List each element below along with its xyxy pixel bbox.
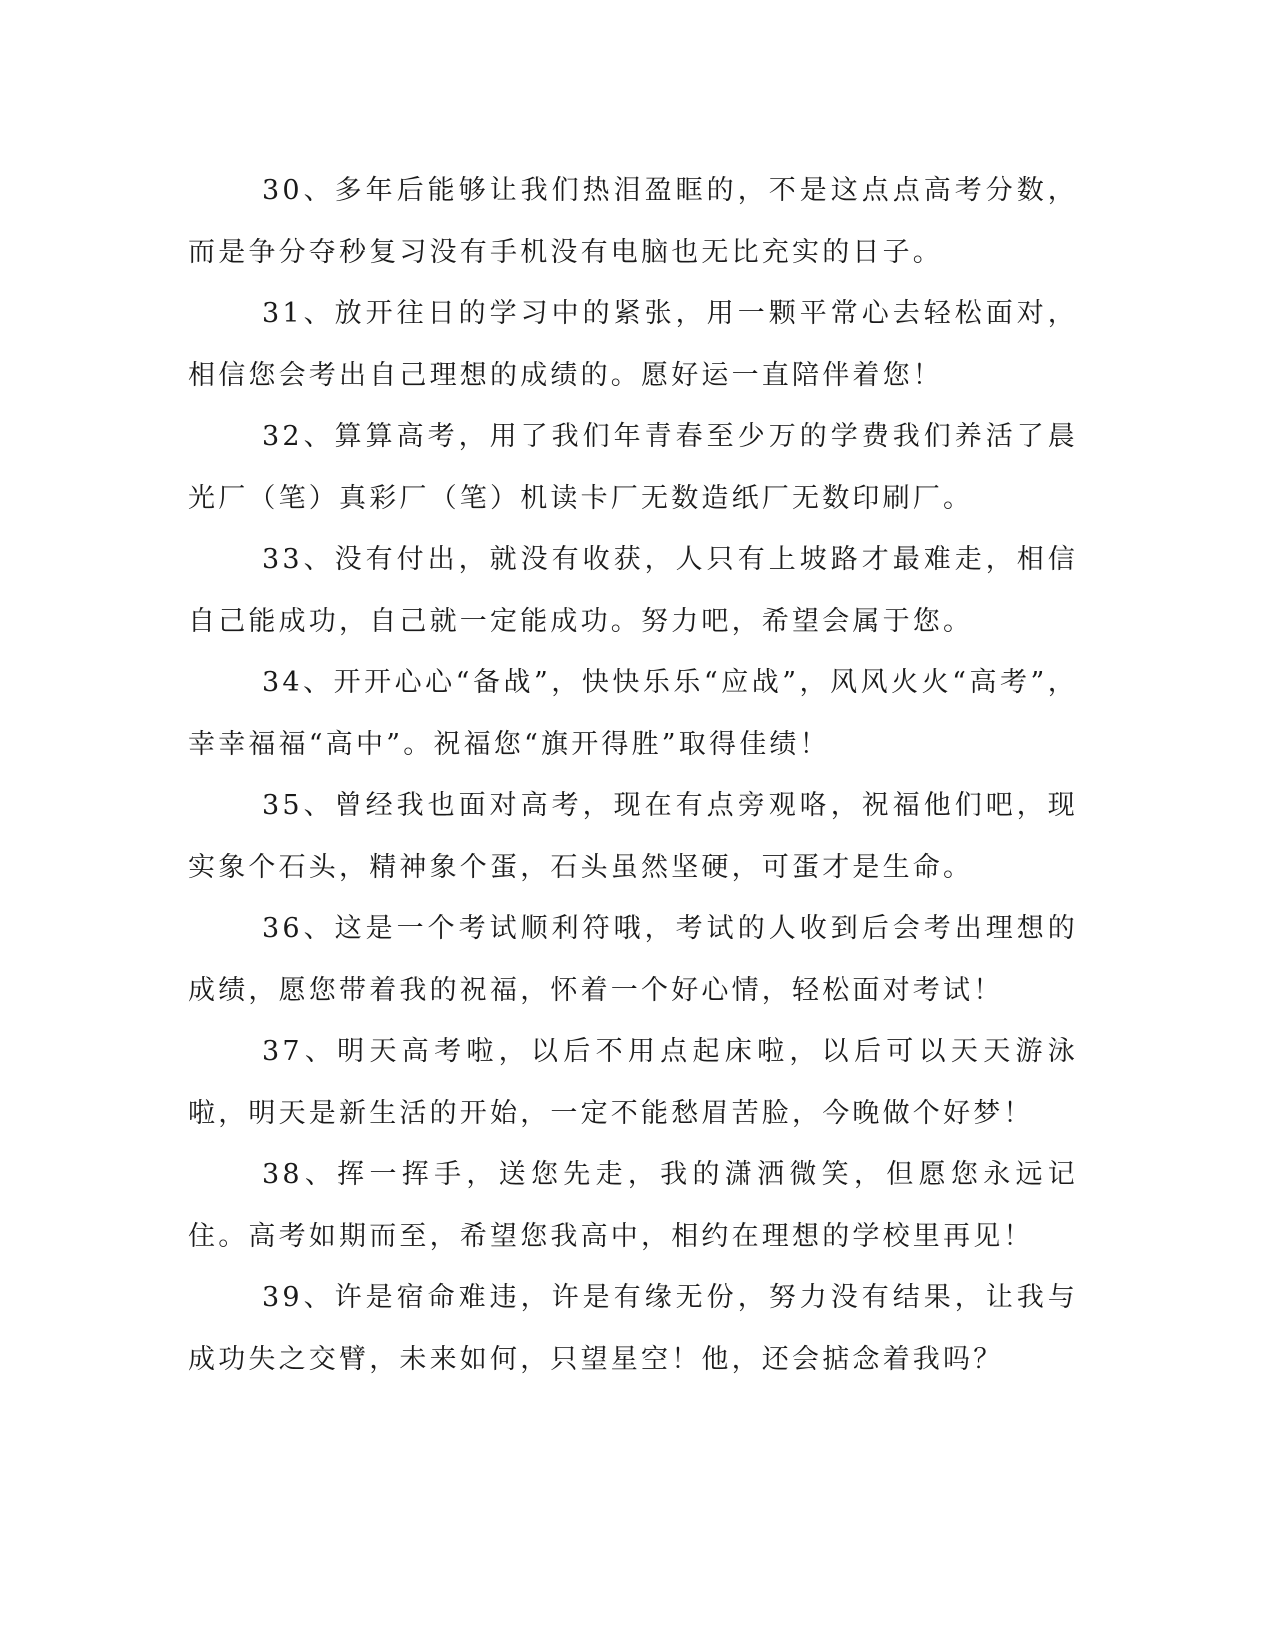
paragraph-32: 32、算算高考，用了我们年青春至少万的学费我们养活了晨光厂（笔）真彩厂（笔）机读卡厂无数造纸厂无数印刷厂。 [188, 421, 1078, 514]
document-body [188, 160, 1078, 1390]
paragraph-37: 37、明天高考啦，以后不用点起床啦，以后可以天天游泳啦，明天是新生活的开始，一定不能愁眉苦脸，今晚做个好梦！ [188, 1036, 1078, 1129]
paragraph-38: 38、挥一挥手，送您先走，我的潇洒微笑，但愿您永远记住。高考如期而至，希望您我高中，相约在理想的学校里再见！ [188, 1159, 1078, 1252]
paragraph-33: 33、没有付出，就没有收获，人只有上坡路才最难走，相信自己能成功，自己就一定能成功。努力吧，希望会属于您。 [188, 544, 1078, 637]
paragraph-34: 34、开开心心“备战”，快快乐乐“应战”，风风火火“高考”，幸幸福福“高中”。祝福您“旗开得胜”取得佳绩！ [188, 667, 1078, 760]
paragraph-30: 30、多年后能够让我们热泪盈眶的，不是这点点高考分数，而是争分夺秒复习没有手机没有电脑也无比充实的日子。 [188, 175, 1078, 268]
paragraph-39: 39、许是宿命难违，许是有缘无份，努力没有结果，让我与成功失之交臂，未来如何，只望星空！他，还会掂念着我吗？ [188, 1282, 1078, 1375]
paragraph-35: 35、曾经我也面对高考，现在有点旁观咯，祝福他们吧，现实象个石头，精神象个蛋，石头虽然坚硬，可蛋才是生命。 [188, 790, 1078, 883]
paragraph-31: 31、放开往日的学习中的紧张，用一颗平常心去轻松面对，相信您会考出自己理想的成绩的。愿好运一直陪伴着您！ [188, 298, 1078, 391]
paragraph-36: 36、这是一个考试顺利符哦，考试的人收到后会考出理想的成绩，愿您带着我的祝福，怀着一个好心情，轻松面对考试！ [188, 913, 1078, 1006]
